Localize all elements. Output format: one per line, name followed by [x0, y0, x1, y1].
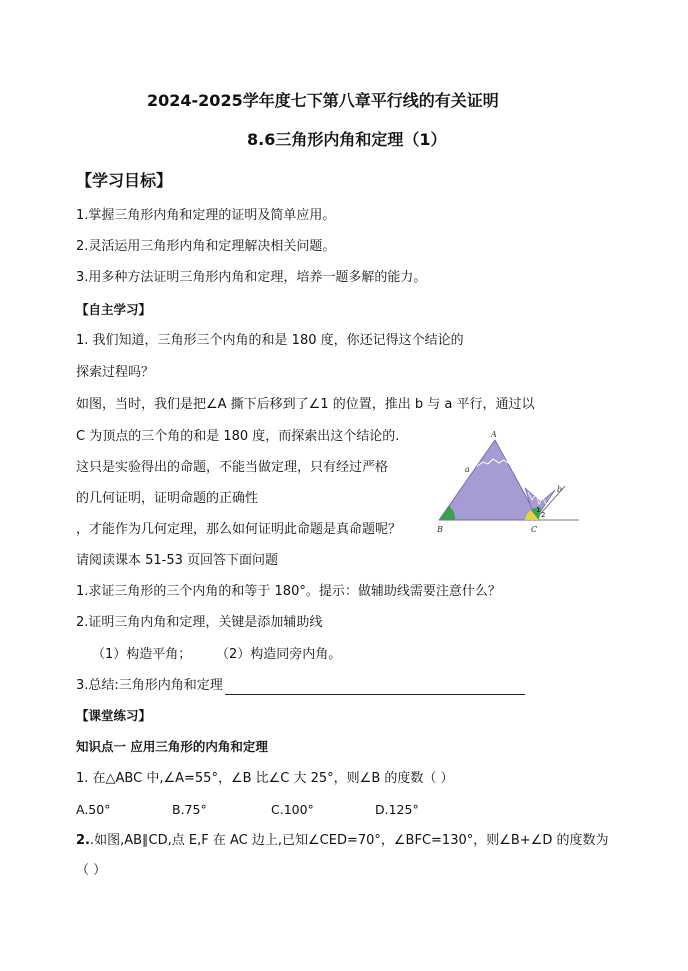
practice-question-2-number: 2.: [76, 833, 90, 848]
goals-heading: 【学习目标】: [76, 171, 173, 190]
label-A: A: [491, 430, 497, 439]
goal-item-3: 3.用多种方法证明三角形内角和定理，培养一题多解的能力。: [76, 270, 427, 285]
practice-heading: 【课堂练习】: [76, 708, 152, 723]
q1-option-b: B.75°: [172, 802, 207, 817]
self-study-paragraph-1: 如图，当时，我们是把∠A 撕下后移到了∠1 的位置，推出 b 与 a 平行，通过以: [76, 397, 535, 412]
self-study-q1-line-2: 探索过程吗？: [76, 365, 155, 380]
q1-option-a: A.50°: [76, 802, 111, 817]
practice-question-2: [76, 832, 609, 850]
knowledge-point-1: 知识点一 应用三角形的内角和定理: [76, 739, 268, 754]
goal-item-1: 1.掌握三角形内角和定理的证明及简单应用。: [76, 208, 336, 223]
triangle-figure: [433, 428, 583, 538]
self-study-paragraph-5: ，才能作为几何定理，那么如何证明此命题是真命题呢？: [76, 522, 402, 537]
self-study-q1-line-1: 1. 我们知道，三角形三个内角的和是 180 度，你还记得这个结论的: [76, 333, 464, 348]
q1-option-c: C.100°: [271, 802, 314, 817]
read-question-2-option-a: （1）构造平角；: [92, 647, 192, 662]
label-C: C: [531, 525, 538, 534]
read-instruction: 请阅读课本 51-53 页回答下面问题: [76, 553, 279, 568]
triangle-body: [439, 440, 539, 520]
self-study-paragraph-4: 的几何证明，证明命题的正确性: [76, 491, 259, 506]
read-question-3: [76, 677, 525, 695]
practice-question-1: 1. 在△ABC 中,∠A=55°，∠B 比∠C 大 25°，则∠B 的度数（ ）: [76, 771, 454, 786]
title-line-2: 8.6三角形内角和定理（1）: [247, 130, 447, 149]
label-2: 2: [541, 511, 546, 519]
practice-question-2-answer: （ ）: [76, 863, 107, 878]
q1-option-d: D.125°: [375, 802, 419, 817]
label-a: a: [465, 465, 470, 474]
label-b: b: [557, 485, 563, 494]
title-line-1: 2024-2025学年度七下第八章平行线的有关证明: [147, 91, 499, 110]
label-1: 1: [536, 506, 541, 514]
self-study-paragraph-3: 这只是实验得出的命题，不能当做定理，只有经过严格: [76, 460, 389, 475]
label-B: B: [437, 525, 443, 534]
self-study-heading: 【自主学习】: [76, 302, 152, 317]
read-question-2: 2.证明三角内角和定理，关键是添加辅助线: [76, 615, 323, 630]
practice-question-2-text: .如图,AB∥CD,点 E,F 在 AC 边上,已知∠CED=70°，∠BFC=130°，则∠B+∠D 的度数为: [89, 833, 609, 848]
read-question-3-text: 3.总结:三角形内角和定理: [76, 678, 223, 693]
read-question-2-option-b: （2）构造同旁内角。: [216, 647, 342, 662]
self-study-paragraph-2: C 为顶点的三个角的和是 180 度，而探索出这个结论的.: [76, 429, 400, 444]
answer-blank: [225, 680, 525, 695]
goal-item-2: 2.灵活运用三角形内角和定理解决相关问题。: [76, 239, 336, 254]
read-question-1: 1.求证三角形的三个内角的和等于 180°。提示：做辅助线需要注意什么？: [76, 584, 501, 599]
